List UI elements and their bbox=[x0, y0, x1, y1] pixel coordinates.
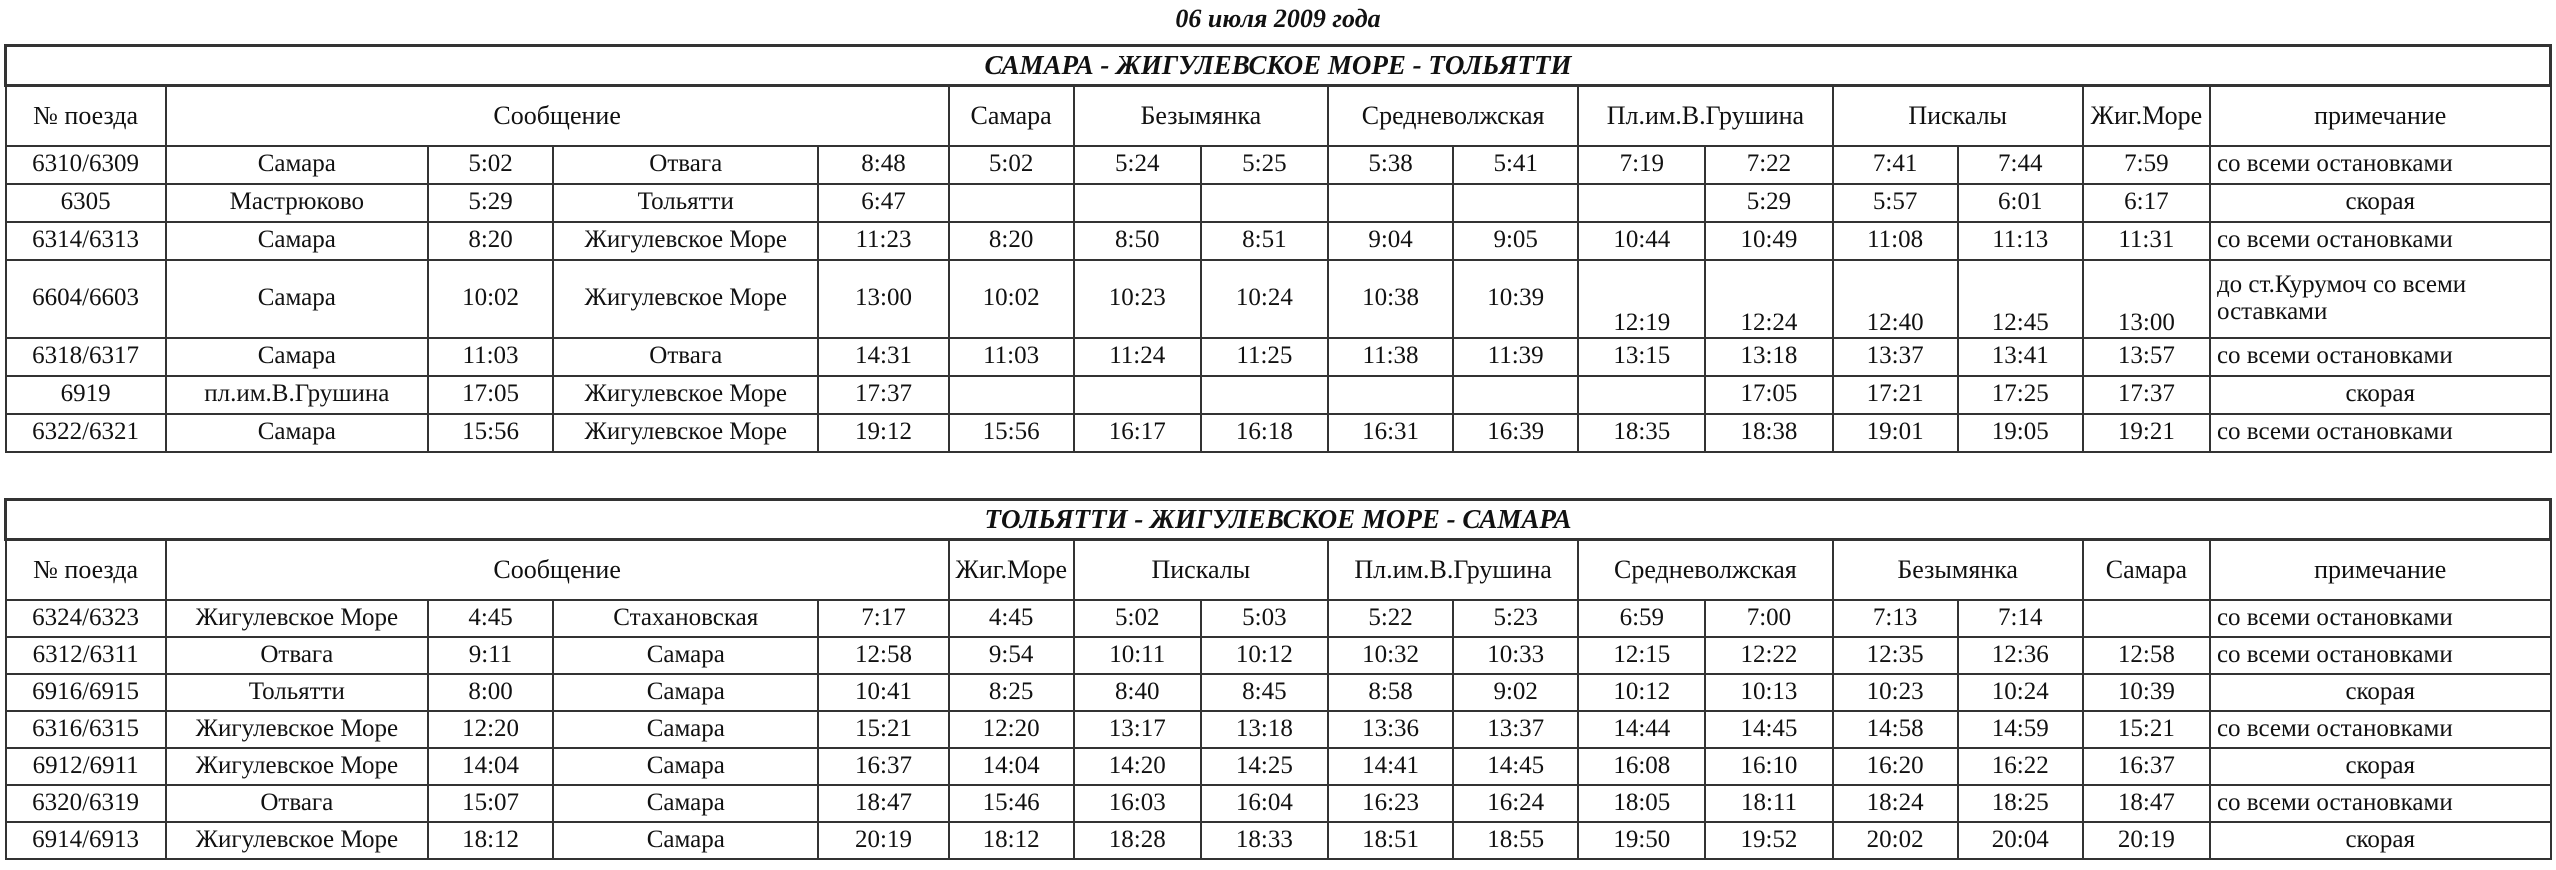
cell-departure: 15:56 bbox=[428, 414, 553, 452]
cell-station-time: 12:45 bbox=[1958, 260, 2083, 338]
cell-departure: 15:07 bbox=[428, 785, 553, 822]
cell-destination: Жигулевское Море bbox=[553, 376, 818, 414]
cell-note: со всеми остановками bbox=[2210, 222, 2551, 260]
cell-station-time: 18:33 bbox=[1201, 822, 1328, 859]
cell-station-time: 13:18 bbox=[1705, 338, 1832, 376]
cell-destination: Самара bbox=[553, 748, 818, 785]
cell-station-time: 18:47 bbox=[2083, 785, 2210, 822]
cell-station-time: 10:11 bbox=[1074, 637, 1201, 674]
table-2-body bbox=[6, 500, 2551, 859]
cell-station-time: 5:57 bbox=[1833, 184, 1958, 222]
table-row bbox=[6, 600, 2551, 637]
cell-station-time: 12:58 bbox=[2083, 637, 2210, 674]
cell-station-time: 16:18 bbox=[1201, 414, 1328, 452]
cell-note: скорая bbox=[2210, 822, 2551, 859]
header-station-1: Жиг.Море bbox=[949, 540, 1074, 600]
header-station-6: Жиг.Море bbox=[2083, 86, 2210, 146]
cell-station-time bbox=[1074, 376, 1201, 414]
cell-station-time: 13:15 bbox=[1578, 338, 1705, 376]
cell-station-time: 10:39 bbox=[2083, 674, 2210, 711]
header-note: примечание bbox=[2210, 540, 2551, 600]
header-station-2: Пискалы bbox=[1074, 540, 1328, 600]
cell-station-time: 8:45 bbox=[1201, 674, 1328, 711]
cell-station-time: 12:24 bbox=[1705, 260, 1832, 338]
cell-destination: Отвага bbox=[553, 146, 818, 184]
cell-station-time: 11:24 bbox=[1074, 338, 1201, 376]
header-route: Сообщение bbox=[166, 86, 949, 146]
table-row bbox=[6, 338, 2551, 376]
table-row bbox=[6, 637, 2551, 674]
cell-departure: 5:02 bbox=[428, 146, 553, 184]
cell-station-time: 13:57 bbox=[2083, 338, 2210, 376]
table-row bbox=[6, 260, 2551, 338]
cell-station-time: 7:22 bbox=[1705, 146, 1832, 184]
cell-station-time: 20:02 bbox=[1833, 822, 1958, 859]
cell-station-time: 5:03 bbox=[1201, 600, 1328, 637]
table-row bbox=[6, 414, 2551, 452]
cell-note: скорая bbox=[2210, 376, 2551, 414]
cell-arrival: 7:17 bbox=[818, 600, 948, 637]
cell-station-time: 5:02 bbox=[949, 146, 1074, 184]
cell-station-time bbox=[1201, 376, 1328, 414]
cell-station-time: 11:08 bbox=[1833, 222, 1958, 260]
cell-origin: Жигулевское Море bbox=[166, 748, 428, 785]
cell-station-time: 18:35 bbox=[1578, 414, 1705, 452]
cell-station-time: 8:40 bbox=[1074, 674, 1201, 711]
cell-station-time: 13:18 bbox=[1201, 711, 1328, 748]
cell-station-time: 11:31 bbox=[2083, 222, 2210, 260]
cell-origin: Жигулевское Море bbox=[166, 600, 428, 637]
cell-station-time: 10:12 bbox=[1201, 637, 1328, 674]
cell-station-time: 16:23 bbox=[1328, 785, 1453, 822]
cell-station-time bbox=[1328, 376, 1453, 414]
cell-station-time: 7:13 bbox=[1833, 600, 1958, 637]
page-date: 06 июля 2009 года bbox=[1175, 4, 1381, 33]
cell-origin: Самара bbox=[166, 146, 428, 184]
cell-station-time: 18:24 bbox=[1833, 785, 1958, 822]
cell-station-time: 18:51 bbox=[1328, 822, 1453, 859]
cell-station-time: 16:10 bbox=[1705, 748, 1832, 785]
cell-origin: Самара bbox=[166, 414, 428, 452]
cell-station-time: 12:19 bbox=[1578, 260, 1705, 338]
cell-station-time: 17:37 bbox=[2083, 376, 2210, 414]
cell-departure: 12:20 bbox=[428, 711, 553, 748]
cell-station-time: 14:59 bbox=[1958, 711, 2083, 748]
cell-station-time: 11:25 bbox=[1201, 338, 1328, 376]
table-row bbox=[6, 711, 2551, 748]
cell-station-time: 19:50 bbox=[1578, 822, 1705, 859]
cell-destination: Стахановская bbox=[553, 600, 818, 637]
cell-station-time: 7:44 bbox=[1958, 146, 2083, 184]
header-train-number: № поезда bbox=[6, 86, 166, 146]
cell-train-number: 6322/6321 bbox=[6, 414, 166, 452]
cell-station-time: 16:24 bbox=[1453, 785, 1578, 822]
cell-station-time: 16:17 bbox=[1074, 414, 1201, 452]
cell-note: со всеми остановками bbox=[2210, 785, 2551, 822]
cell-station-time: 16:08 bbox=[1578, 748, 1705, 785]
cell-destination: Самара bbox=[553, 822, 818, 859]
table-row bbox=[6, 674, 2551, 711]
cell-departure: 11:03 bbox=[428, 338, 553, 376]
cell-station-time bbox=[1578, 376, 1705, 414]
cell-arrival: 19:12 bbox=[818, 414, 948, 452]
cell-destination: Самара bbox=[553, 711, 818, 748]
cell-station-time: 5:23 bbox=[1453, 600, 1578, 637]
cell-station-time: 7:19 bbox=[1578, 146, 1705, 184]
cell-station-time: 11:39 bbox=[1453, 338, 1578, 376]
header-station-4: Средневолжская bbox=[1578, 540, 1832, 600]
cell-note: со всеми остановками bbox=[2210, 711, 2551, 748]
cell-departure: 5:29 bbox=[428, 184, 553, 222]
cell-train-number: 6914/6913 bbox=[6, 822, 166, 859]
cell-arrival: 8:48 bbox=[818, 146, 948, 184]
cell-station-time: 16:04 bbox=[1201, 785, 1328, 822]
cell-station-time: 13:17 bbox=[1074, 711, 1201, 748]
cell-station-time: 8:58 bbox=[1328, 674, 1453, 711]
header-station-6: Самара bbox=[2083, 540, 2210, 600]
cell-note: со всеми остановками bbox=[2210, 146, 2551, 184]
header-station-4: Пл.им.В.Грушина bbox=[1578, 86, 1832, 146]
table-row bbox=[6, 222, 2551, 260]
cell-note: до ст.Курумоч со всеми оставками bbox=[2210, 260, 2551, 338]
cell-station-time: 6:59 bbox=[1578, 600, 1705, 637]
cell-station-time: 12:15 bbox=[1578, 637, 1705, 674]
cell-station-time: 10:32 bbox=[1328, 637, 1453, 674]
cell-station-time: 18:25 bbox=[1958, 785, 2083, 822]
cell-train-number: 6604/6603 bbox=[6, 260, 166, 338]
cell-station-time: 14:41 bbox=[1328, 748, 1453, 785]
cell-arrival: 11:23 bbox=[818, 222, 948, 260]
cell-station-time: 5:24 bbox=[1074, 146, 1201, 184]
table-row bbox=[6, 376, 2551, 414]
cell-station-time: 12:20 bbox=[949, 711, 1074, 748]
cell-origin: Отвага bbox=[166, 785, 428, 822]
cell-station-time bbox=[1453, 376, 1578, 414]
cell-destination: Жигулевское Море bbox=[553, 414, 818, 452]
cell-arrival: 15:21 bbox=[818, 711, 948, 748]
cell-station-time: 9:02 bbox=[1453, 674, 1578, 711]
cell-station-time: 20:19 bbox=[2083, 822, 2210, 859]
cell-station-time: 10:13 bbox=[1705, 674, 1832, 711]
cell-station-time: 14:20 bbox=[1074, 748, 1201, 785]
cell-station-time: 12:22 bbox=[1705, 637, 1832, 674]
cell-station-time: 11:03 bbox=[949, 338, 1074, 376]
cell-note: со всеми остановками bbox=[2210, 338, 2551, 376]
cell-station-time: 10:33 bbox=[1453, 637, 1578, 674]
cell-origin: Жигулевское Море bbox=[166, 711, 428, 748]
cell-station-time: 13:41 bbox=[1958, 338, 2083, 376]
cell-origin: Мастрюково bbox=[166, 184, 428, 222]
cell-station-time: 18:12 bbox=[949, 822, 1074, 859]
cell-station-time: 7:14 bbox=[1958, 600, 2083, 637]
cell-station-time: 10:44 bbox=[1578, 222, 1705, 260]
cell-station-time: 15:46 bbox=[949, 785, 1074, 822]
cell-station-time: 16:39 bbox=[1453, 414, 1578, 452]
cell-station-time: 14:44 bbox=[1578, 711, 1705, 748]
cell-departure: 14:04 bbox=[428, 748, 553, 785]
cell-station-time: 19:05 bbox=[1958, 414, 2083, 452]
cell-destination: Жигулевское Море bbox=[553, 260, 818, 338]
cell-train-number: 6316/6315 bbox=[6, 711, 166, 748]
cell-note: со всеми остановками bbox=[2210, 637, 2551, 674]
cell-station-time: 10:12 bbox=[1578, 674, 1705, 711]
cell-destination: Самара bbox=[553, 785, 818, 822]
cell-station-time bbox=[1074, 184, 1201, 222]
table-row bbox=[6, 146, 2551, 184]
cell-train-number: 6320/6319 bbox=[6, 785, 166, 822]
cell-station-time: 8:20 bbox=[949, 222, 1074, 260]
cell-station-time: 20:04 bbox=[1958, 822, 2083, 859]
cell-station-time: 8:25 bbox=[949, 674, 1074, 711]
cell-station-time: 18:28 bbox=[1074, 822, 1201, 859]
header-station-3: Средневолжская bbox=[1328, 86, 1578, 146]
header-station-3: Пл.им.В.Грушина bbox=[1328, 540, 1578, 600]
header-station-2: Безымянка bbox=[1074, 86, 1328, 146]
cell-station-time: 17:25 bbox=[1958, 376, 2083, 414]
cell-station-time: 17:21 bbox=[1833, 376, 1958, 414]
cell-station-time: 14:58 bbox=[1833, 711, 1958, 748]
cell-destination: Самара bbox=[553, 674, 818, 711]
cell-station-time: 18:38 bbox=[1705, 414, 1832, 452]
cell-station-time: 10:02 bbox=[949, 260, 1074, 338]
table-1-body bbox=[6, 46, 2551, 452]
cell-origin: пл.им.В.Грушина bbox=[166, 376, 428, 414]
cell-note: скорая bbox=[2210, 184, 2551, 222]
cell-train-number: 6310/6309 bbox=[6, 146, 166, 184]
cell-station-time: 16:22 bbox=[1958, 748, 2083, 785]
table-row bbox=[6, 822, 2551, 859]
cell-station-time: 5:29 bbox=[1705, 184, 1832, 222]
cell-note: скорая bbox=[2210, 748, 2551, 785]
cell-station-time: 5:38 bbox=[1328, 146, 1453, 184]
cell-destination: Тольятти bbox=[553, 184, 818, 222]
cell-arrival: 20:19 bbox=[818, 822, 948, 859]
cell-arrival: 13:00 bbox=[818, 260, 948, 338]
cell-station-time: 14:45 bbox=[1453, 748, 1578, 785]
cell-train-number: 6919 bbox=[6, 376, 166, 414]
cell-station-time: 14:25 bbox=[1201, 748, 1328, 785]
cell-station-time: 18:05 bbox=[1578, 785, 1705, 822]
table-2-title: ТОЛЬЯТТИ - ЖИГУЛЕВСКОЕ МОРЕ - САМАРА bbox=[6, 500, 2551, 540]
cell-destination: Жигулевское Море bbox=[553, 222, 818, 260]
cell-arrival: 12:58 bbox=[818, 637, 948, 674]
cell-station-time: 10:24 bbox=[1958, 674, 2083, 711]
cell-origin: Тольятти bbox=[166, 674, 428, 711]
cell-station-time: 9:54 bbox=[949, 637, 1074, 674]
cell-station-time: 13:37 bbox=[1833, 338, 1958, 376]
cell-train-number: 6314/6313 bbox=[6, 222, 166, 260]
cell-station-time: 11:38 bbox=[1328, 338, 1453, 376]
cell-station-time: 8:51 bbox=[1201, 222, 1328, 260]
cell-arrival: 18:47 bbox=[818, 785, 948, 822]
cell-station-time bbox=[949, 376, 1074, 414]
table-1-title: САМАРА - ЖИГУЛЕВСКОЕ МОРЕ - ТОЛЬЯТТИ bbox=[6, 46, 2551, 86]
cell-destination: Самара bbox=[553, 637, 818, 674]
cell-station-time: 12:40 bbox=[1833, 260, 1958, 338]
cell-station-time: 10:49 bbox=[1705, 222, 1832, 260]
cell-station-time: 11:13 bbox=[1958, 222, 2083, 260]
cell-station-time: 9:04 bbox=[1328, 222, 1453, 260]
cell-origin: Жигулевское Море bbox=[166, 822, 428, 859]
timetable-samara-tolyatti bbox=[4, 44, 2552, 453]
cell-departure: 8:00 bbox=[428, 674, 553, 711]
cell-station-time: 10:39 bbox=[1453, 260, 1578, 338]
cell-station-time bbox=[1453, 184, 1578, 222]
header-station-1: Самара bbox=[949, 86, 1074, 146]
cell-station-time: 16:03 bbox=[1074, 785, 1201, 822]
cell-arrival: 16:37 bbox=[818, 748, 948, 785]
cell-arrival: 6:47 bbox=[818, 184, 948, 222]
table-row bbox=[6, 184, 2551, 222]
cell-destination: Отвага bbox=[553, 338, 818, 376]
cell-train-number: 6916/6915 bbox=[6, 674, 166, 711]
cell-station-time: 14:04 bbox=[949, 748, 1074, 785]
cell-station-time: 19:21 bbox=[2083, 414, 2210, 452]
cell-station-time: 5:22 bbox=[1328, 600, 1453, 637]
cell-station-time: 5:41 bbox=[1453, 146, 1578, 184]
cell-station-time: 15:21 bbox=[2083, 711, 2210, 748]
cell-station-time: 6:17 bbox=[2083, 184, 2210, 222]
cell-station-time: 16:20 bbox=[1833, 748, 1958, 785]
cell-station-time: 7:41 bbox=[1833, 146, 1958, 184]
cell-station-time bbox=[2083, 600, 2210, 637]
cell-arrival: 17:37 bbox=[818, 376, 948, 414]
cell-departure: 4:45 bbox=[428, 600, 553, 637]
cell-station-time: 19:01 bbox=[1833, 414, 1958, 452]
cell-arrival: 10:41 bbox=[818, 674, 948, 711]
cell-station-time: 15:56 bbox=[949, 414, 1074, 452]
cell-station-time: 8:50 bbox=[1074, 222, 1201, 260]
header-station-5: Пискалы bbox=[1833, 86, 2083, 146]
cell-station-time: 5:02 bbox=[1074, 600, 1201, 637]
cell-station-time bbox=[949, 184, 1074, 222]
cell-station-time: 10:24 bbox=[1201, 260, 1328, 338]
cell-station-time: 19:52 bbox=[1705, 822, 1832, 859]
cell-station-time: 16:37 bbox=[2083, 748, 2210, 785]
cell-station-time: 13:36 bbox=[1328, 711, 1453, 748]
table-row bbox=[6, 748, 2551, 785]
cell-station-time: 16:31 bbox=[1328, 414, 1453, 452]
cell-origin: Отвага bbox=[166, 637, 428, 674]
header-station-5: Безымянка bbox=[1833, 540, 2083, 600]
cell-station-time bbox=[1578, 184, 1705, 222]
header-note: примечание bbox=[2210, 86, 2551, 146]
cell-station-time: 4:45 bbox=[949, 600, 1074, 637]
cell-station-time: 10:38 bbox=[1328, 260, 1453, 338]
cell-station-time: 18:11 bbox=[1705, 785, 1832, 822]
cell-train-number: 6318/6317 bbox=[6, 338, 166, 376]
cell-station-time: 7:59 bbox=[2083, 146, 2210, 184]
cell-origin: Самара bbox=[166, 222, 428, 260]
header-route: Сообщение bbox=[166, 540, 949, 600]
cell-station-time: 6:01 bbox=[1958, 184, 2083, 222]
cell-station-time: 7:00 bbox=[1705, 600, 1832, 637]
cell-station-time bbox=[1328, 184, 1453, 222]
cell-station-time bbox=[1201, 184, 1328, 222]
cell-departure: 17:05 bbox=[428, 376, 553, 414]
cell-station-time: 14:45 bbox=[1705, 711, 1832, 748]
timetable-tolyatti-samara bbox=[4, 498, 2552, 860]
cell-train-number: 6324/6323 bbox=[6, 600, 166, 637]
cell-arrival: 14:31 bbox=[818, 338, 948, 376]
cell-station-time: 12:35 bbox=[1833, 637, 1958, 674]
cell-station-time: 13:00 bbox=[2083, 260, 2210, 338]
cell-note: со всеми остановками bbox=[2210, 414, 2551, 452]
cell-note: скорая bbox=[2210, 674, 2551, 711]
cell-station-time: 13:37 bbox=[1453, 711, 1578, 748]
cell-station-time: 18:55 bbox=[1453, 822, 1578, 859]
table-row bbox=[6, 785, 2551, 822]
cell-station-time: 12:36 bbox=[1958, 637, 2083, 674]
cell-departure: 10:02 bbox=[428, 260, 553, 338]
cell-departure: 9:11 bbox=[428, 637, 553, 674]
cell-station-time: 17:05 bbox=[1705, 376, 1832, 414]
cell-train-number: 6912/6911 bbox=[6, 748, 166, 785]
cell-origin: Самара bbox=[166, 338, 428, 376]
cell-departure: 8:20 bbox=[428, 222, 553, 260]
cell-station-time: 5:25 bbox=[1201, 146, 1328, 184]
cell-train-number: 6305 bbox=[6, 184, 166, 222]
cell-train-number: 6312/6311 bbox=[6, 637, 166, 674]
cell-station-time: 10:23 bbox=[1833, 674, 1958, 711]
cell-origin: Самара bbox=[166, 260, 428, 338]
cell-note: со всеми остановками bbox=[2210, 600, 2551, 637]
cell-station-time: 10:23 bbox=[1074, 260, 1201, 338]
cell-station-time: 9:05 bbox=[1453, 222, 1578, 260]
header-train-number: № поезда bbox=[6, 540, 166, 600]
cell-departure: 18:12 bbox=[428, 822, 553, 859]
